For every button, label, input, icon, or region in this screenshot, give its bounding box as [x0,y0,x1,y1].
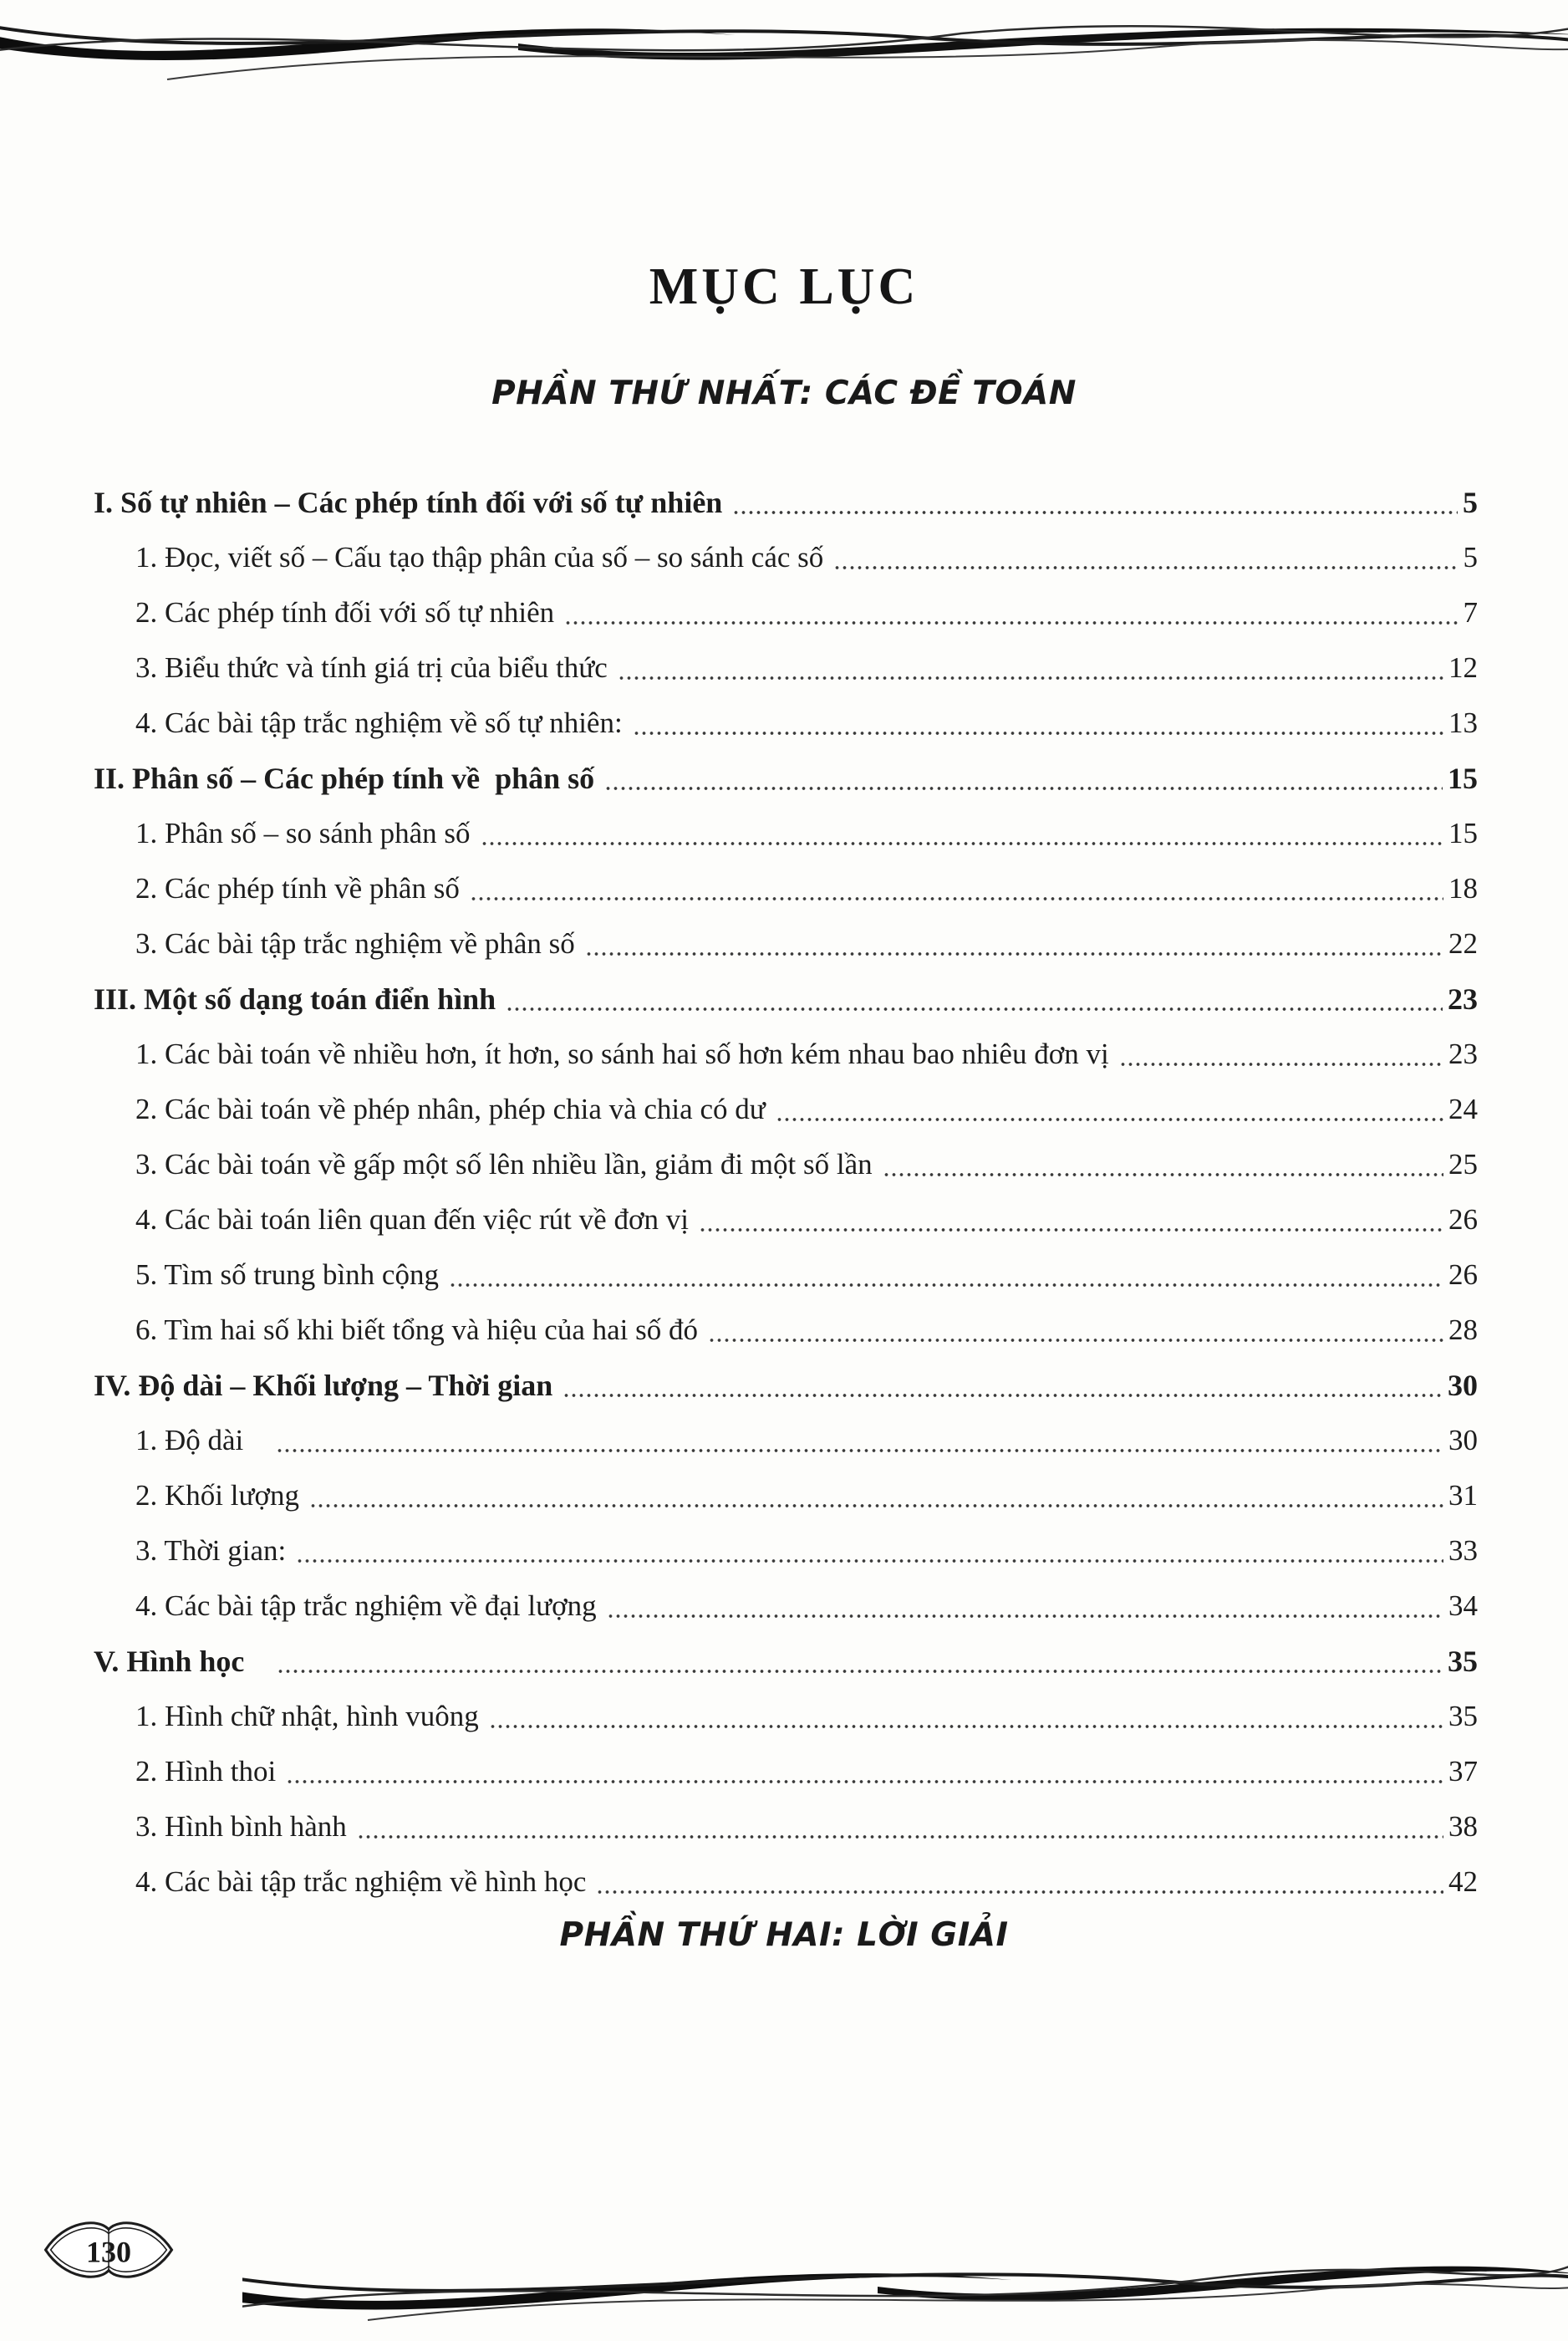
toc-entry-label: 2. Các phép tính đối với số tự nhiên [135,596,555,629]
toc-row [94,1523,1478,1579]
page-title: MỤC LỤC [649,258,919,315]
toc-entry-label: 2. Hình thoi [135,1755,277,1788]
toc-entry-label: 5. Tìm số trung bình cộng [135,1258,439,1291]
toc-row [94,751,1478,806]
toc-entry-label: I. Số tự nhiên – Các phép tính đối với số tự nhiên [94,486,723,519]
dot-leader [470,895,1443,902]
toc-entry-label: 1. Đọc, viết số – Cấu tạo thập phân của số – so sánh các số [135,541,824,574]
toc-entry-label: 3. Các bài tập trắc nghiệm về phân số [135,927,575,960]
swirl-bottom-graphic [242,2228,1568,2333]
toc-row [94,1303,1478,1358]
toc-row [94,1468,1478,1523]
toc-row [94,1634,1478,1689]
dot-leader [563,1392,1443,1399]
dot-leader [633,730,1443,737]
toc-entry-page: 30 [1448,1424,1478,1456]
toc-row [94,1137,1478,1192]
toc-entry-page: 26 [1448,1258,1478,1291]
dot-leader [276,1447,1443,1454]
toc-entry-label: 2. Khối lượng [135,1479,299,1512]
toc-entry-page: 42 [1448,1865,1478,1898]
toc-row [94,696,1478,751]
toc-entry-label: 2. Các bài toán về phép nhân, phép chia và chia có dư [135,1093,766,1125]
toc-entry-label: 4. Các bài tập trắc nghiệm về đại lượng [135,1589,597,1622]
toc-entry-label: 6. Tìm hai số khi biết tổng và hiệu của hai số đó [135,1313,698,1346]
decorative-swirl-top [0,0,1568,109]
toc-entry-page: 35 [1448,1645,1478,1678]
toc-entry-label: 4. Các bài toán liên quan đến việc rút về đơn vị [135,1203,689,1236]
dot-leader [357,1834,1443,1840]
part-one-heading: PHẦN THỨ NHẤT: CÁC ĐỀ TOÁN [491,375,1077,412]
toc-entry-page: 26 [1448,1203,1478,1236]
toc-entry-page: 38 [1448,1810,1478,1843]
toc-row [94,1744,1478,1799]
toc-entry-page: 23 [1448,1038,1478,1070]
toc-entry-page: 5 [1463,541,1478,574]
toc-row [94,530,1478,585]
toc-entry-page: 18 [1448,872,1478,905]
toc-entry-label: 3. Biểu thức và tính giá trị của biểu thức [135,651,608,684]
dot-leader [564,620,1458,626]
dot-leader [596,1889,1443,1895]
dot-leader [776,1116,1443,1123]
dot-leader [506,1006,1443,1012]
dot-leader [833,564,1458,571]
toc-row [94,916,1478,972]
toc-entry-page: 37 [1448,1755,1478,1788]
toc-list [94,475,1478,1910]
toc-entry-page: 31 [1448,1479,1478,1512]
toc-row [94,1027,1478,1082]
toc-entry-label: 2. Các phép tính về phân số [135,872,460,905]
toc-entry-label: 1. Độ dài [135,1424,266,1456]
toc-row [94,640,1478,696]
toc-entry-label: 3. Hình bình hành [135,1810,347,1843]
decorative-swirl-bottom [242,2228,1568,2333]
dot-leader [604,785,1443,792]
dot-leader [277,1668,1443,1675]
toc-entry-page: 22 [1448,927,1478,960]
toc-entry-label: 1. Phân số – so sánh phân số [135,817,471,849]
toc-entry-page: 35 [1448,1700,1478,1732]
toc-entry-page: 15 [1448,817,1478,849]
toc-row [94,1689,1478,1744]
toc-row [94,1579,1478,1634]
dot-leader [309,1502,1443,1509]
toc-entry-page: 28 [1448,1313,1478,1346]
dot-leader [296,1558,1443,1564]
toc-entry-label: 3. Thời gian: [135,1534,287,1567]
dot-leader [732,509,1458,516]
toc-entry-page: 24 [1448,1093,1478,1125]
toc-entry-page: 13 [1448,706,1478,739]
toc-entry-label: II. Phân số – Các phép tính về phân số [94,762,595,795]
dot-leader [708,1337,1443,1344]
toc-row [94,1082,1478,1137]
toc-entry-page: 25 [1448,1148,1478,1181]
toc-entry-label: V. Hình học [94,1645,267,1678]
toc-row [94,1799,1478,1854]
toc-entry-page: 23 [1448,982,1478,1016]
toc-entry-page: 7 [1463,596,1478,629]
toc-row [94,585,1478,640]
toc-row [94,1854,1478,1910]
toc-entry-label: 3. Các bài toán về gấp một số lên nhiều lần, giảm đi một số lần [135,1148,873,1181]
toc-entry-page: 12 [1448,651,1478,684]
toc-entry-page: 33 [1448,1534,1478,1567]
toc-row [94,806,1478,861]
dot-leader [489,1723,1443,1730]
toc-row [94,1413,1478,1468]
toc-entry-page: 5 [1463,486,1478,519]
dot-leader [1119,1061,1443,1068]
toc-entry-label: III. Một số dạng toán điển hình [94,982,496,1016]
toc-row [94,475,1478,530]
toc-row [94,861,1478,916]
toc-entry-page: 34 [1448,1589,1478,1622]
dot-leader [607,1613,1443,1619]
dot-leader [618,675,1443,681]
toc-entry-label: IV. Độ dài – Khối lượng – Thời gian [94,1369,553,1402]
toc-entry-label: 4. Các bài tập trắc nghiệm về hình học [135,1865,587,1898]
toc-entry-page: 30 [1448,1369,1478,1402]
part-two-heading: PHẦN THỨ HAI: LỜI GIẢI [559,1916,1009,1954]
dot-leader [699,1227,1443,1233]
dot-leader [883,1171,1443,1178]
toc-row [94,1358,1478,1413]
toc-row [94,1247,1478,1303]
toc-entry-label: 4. Các bài tập trắc nghiệm về số tự nhiên: [135,706,623,739]
page-number: 130 [86,2235,131,2269]
dot-leader [481,840,1443,847]
toc-entry-label: 1. Hình chữ nhật, hình vuông [135,1700,479,1732]
page-number-badge [40,2207,177,2293]
toc-entry-label: 1. Các bài toán về nhiều hơn, ít hơn, so sánh hai số hơn kém nhau bao nhiêu đơn vị [135,1038,1109,1070]
toc-row [94,972,1478,1027]
swirl-top-graphic [0,0,1568,109]
dot-leader [286,1778,1443,1785]
dot-leader [585,951,1443,957]
dot-leader [449,1282,1443,1288]
toc-row [94,1192,1478,1247]
toc-entry-page: 15 [1448,762,1478,795]
